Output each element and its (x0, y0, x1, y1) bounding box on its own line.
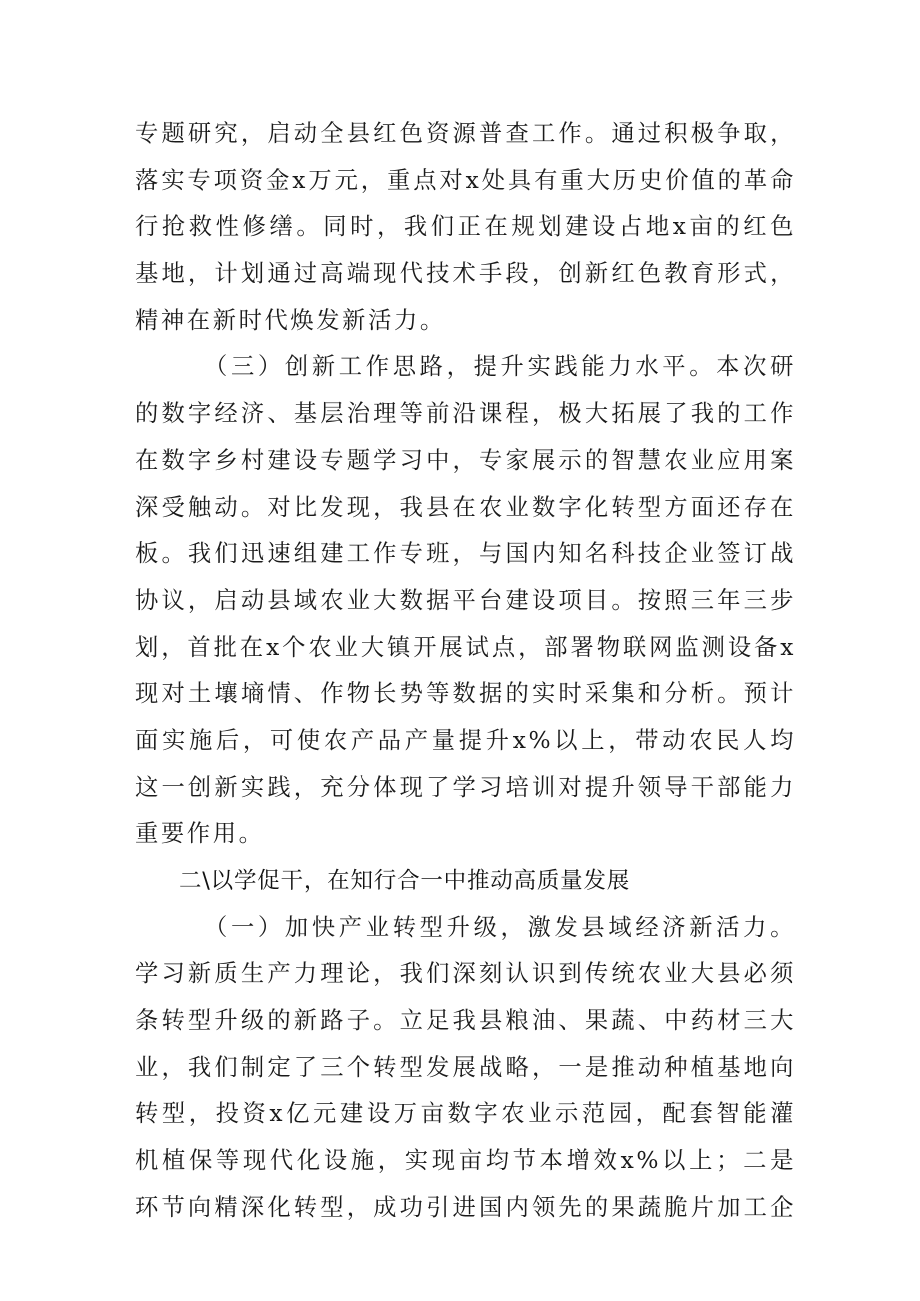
text-line: 面实施后，可使农产品产量提升x%以上，带动农民人均 (135, 726, 796, 754)
text-line: 落实专项资金x万元，重点对x处具有重大历史价值的革命 (135, 166, 796, 194)
text-line: 这一创新实践，充分体现了学习培训对提升领导干部能力 (135, 773, 796, 801)
document-body (135, 111, 796, 1232)
subsection-heading-line: （一）加快产业转型升级，激发县域经济新活力。 (204, 913, 796, 941)
text-line: 的数字经济、基层治理等前沿课程，极大拓展了我的工作 (135, 400, 796, 428)
text-line: 专题研究，启动全县红色资源普查工作。通过积极争取， (135, 120, 796, 147)
text-line: 基地，计划通过高端现代技术手段，创新红色教育形式， (135, 260, 796, 288)
text-line: 行抢救性修缮。同时，我们正在规划建设占地x亩的红色 (135, 213, 796, 241)
text-line: 精神在新时代焕发新活力。 (135, 306, 446, 334)
text-line: 环节向精深化转型，成功引进国内领先的果蔬脆片加工企 (135, 1193, 796, 1221)
subsection-heading-line: （三）创新工作思路，提升实践能力水平。本次研 (204, 353, 796, 381)
text-line: 条转型升级的新路子。立足我县粮油、果蔬、中药材三大 (135, 1007, 796, 1035)
text-line: 在数字乡村建设专题学习中，专家展示的智慧农业应用案 (135, 446, 796, 474)
text-line: 重要作用。 (135, 820, 265, 848)
text-line: 划，首批在x个农业大镇开展试点，部署物联网监测设备x (135, 633, 796, 661)
section-heading: 二\以学促干，在知行合一中推动高质量发展 (179, 868, 631, 894)
text-line: 协议，启动县域农业大数据平台建设项目。按照三年三步 (135, 586, 796, 614)
text-line: 机植保等现代化设施，实现亩均节本增效x%以上；二是 (135, 1147, 796, 1175)
text-line: 深受触动。对比发现，我县在农业数字化转型方面还存在 (135, 493, 796, 521)
text-line: 转型，投资x亿元建设万亩数字农业示范园，配套智能灌 (135, 1100, 796, 1128)
text-line: 学习新质生产力理论，我们深刻认识到传统农业大县必须 (135, 960, 796, 988)
text-line: 业，我们制定了三个转型发展战略，一是推动种植基地向 (135, 1053, 796, 1081)
text-line: 板。我们迅速组建工作专班，与国内知名科技企业签订战 (135, 540, 796, 568)
text-line: 现对土壤墒情、作物长势等数据的实时采集和分析。预计 (135, 680, 796, 708)
